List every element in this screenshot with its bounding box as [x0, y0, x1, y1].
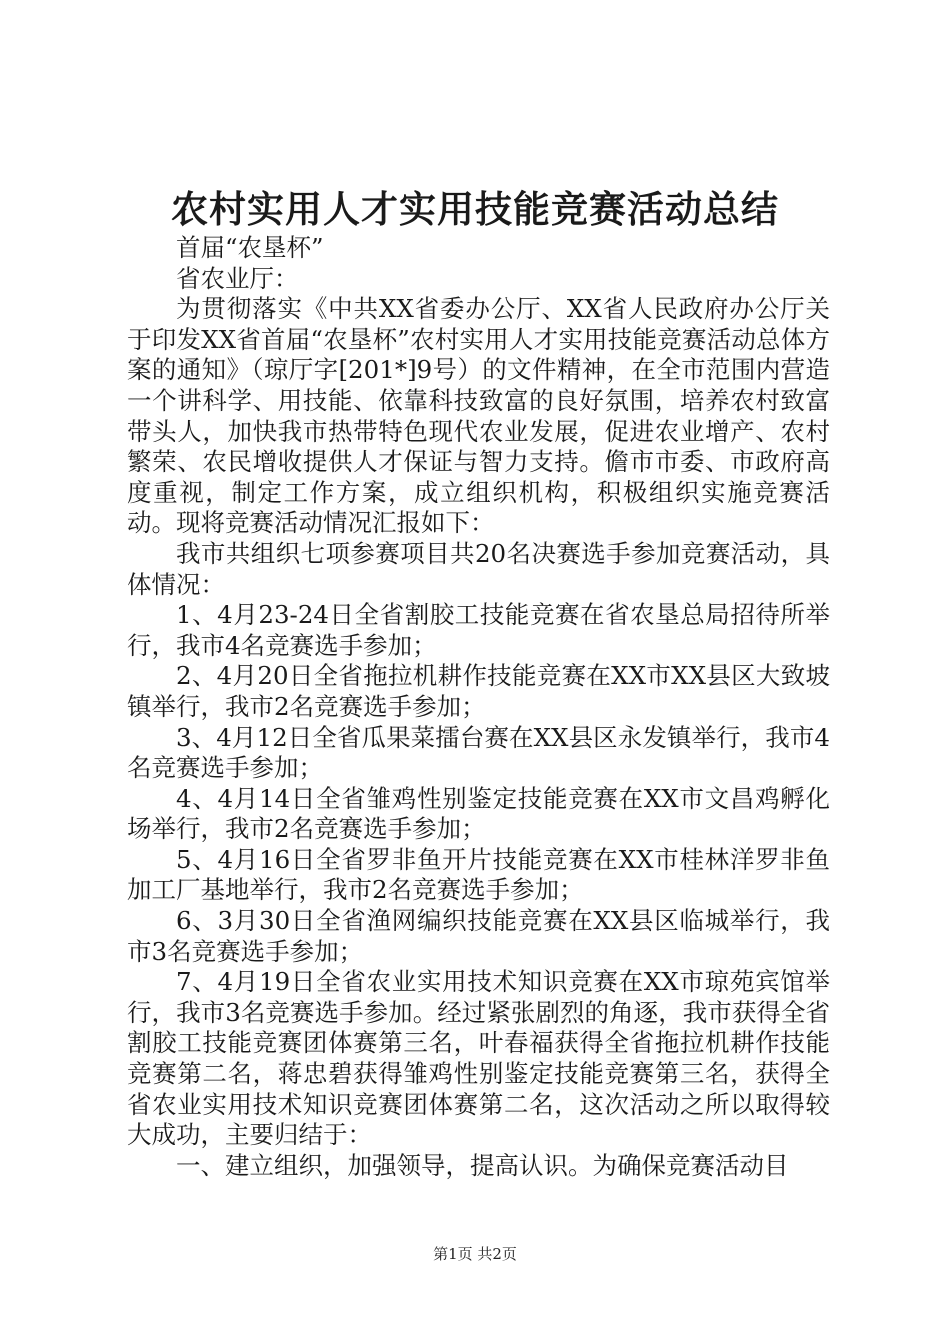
- section-heading-paragraph: 一、建立组织，加强领导，提高认识。为确保竞赛活动目: [176, 1150, 789, 1180]
- body-paragraph: 为贯彻落实《中共XX省委办公厅、XX省人民政府办公厅关于印发XX省首届“农垦杯”农村实用人才实用技能竞赛活动总体方案的通知》（琼厅字[201*]9号）的文件精神，在全市范围内营造一个讲科学、用技能、依靠科技致富的良好氛围，培养农村致富带头人，加快我市热带特色现代农业发展，促进农业增产、农村繁荣、农民增收提供人才保证与智力支持。儋市市委、市政府高度重视，制定工作方案，成立组织机构，积极组织实施竞赛活动。现将竞赛活动情况汇报如下：: [127, 294, 830, 538]
- page-number-footer: 第1页 共2页: [433, 1245, 517, 1263]
- list-item: 3、4月12日全省瓜果菜擂台赛在XX县区永发镇举行，我市4名竞赛选手参加；: [127, 722, 830, 783]
- document-body: [127, 233, 830, 1181]
- list-item: 6、3月30日全省渔网编织技能竞赛在XX县区临城举行，我市3名竞赛选手参加；: [127, 906, 830, 966]
- document-title: 农村实用人才实用技能竞赛活动总结: [171, 188, 779, 231]
- body-paragraph: 我市共组织七项参赛项目共20名决赛选手参加竞赛活动，具体情况：: [127, 538, 830, 599]
- list-item: 7、4月19日全省农业实用技术知识竞赛在XX市琼苑宾馆举行，我市3名竞赛选手参加。经过紧张剧烈的角逐，我市获得全省割胶工技能竞赛团体赛第三名，叶春福获得全省拖拉机耕作技能竞赛第二名，蒋忠碧获得雏鸡性别鉴定技能竞赛第三名，获得全省农业实用技术知识竞赛团体赛第二名，这次活动之所以取得较大成功，主要归结于：: [127, 967, 830, 1150]
- addressee-line: 省农业厅：: [176, 263, 299, 293]
- list-item: 5、4月16日全省罗非鱼开片技能竞赛在XX市桂林洋罗非鱼加工厂基地举行，我市2名竞赛选手参加；: [127, 844, 830, 905]
- list-item: 2、4月20日全省拖拉机耕作技能竞赛在XX市XX县区大致坡镇举行，我市2名竞赛选手参加；: [127, 661, 830, 721]
- list-item: 1、4月23-24日全省割胶工技能竞赛在省农垦总局招待所举行，我市4名竞赛选手参加；: [127, 600, 830, 660]
- subtitle-line: 首届“农垦杯”: [176, 233, 324, 262]
- list-item: 4、4月14日全省雏鸡性别鉴定技能竞赛在XX市文昌鸡孵化场举行，我市2名竞赛选手参加；: [127, 783, 830, 844]
